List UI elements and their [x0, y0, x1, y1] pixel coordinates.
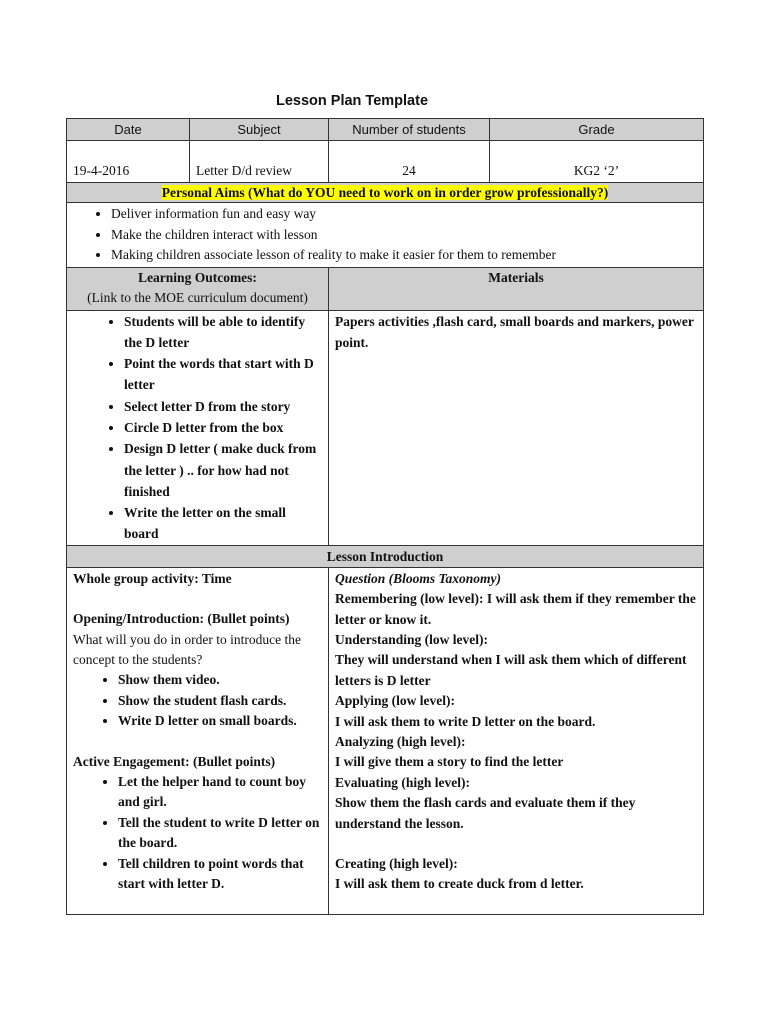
outcomes-subheading: (Link to the MOE curriculum document) — [87, 289, 308, 305]
introduction-left-cell — [67, 567, 329, 914]
list-item: • Tell children to point words that start with letter D. — [118, 854, 322, 895]
date-value: 19-4-2016 — [67, 141, 190, 183]
evaluating-text: Show them the flash cards and evaluate them if they understand the lesson. — [335, 795, 636, 831]
materials-text: Papers activities ,flash card, small boards and markers, power point. — [329, 310, 704, 545]
header-row — [67, 119, 704, 141]
personal-aims-heading-row — [67, 183, 704, 203]
list-item: • Select letter D from the story — [124, 396, 322, 417]
list-item: • Let the helper hand to count boy and girl. — [118, 772, 322, 813]
students-value: 24 — [329, 141, 490, 183]
list-item: • Point the words that start with D letter — [124, 353, 322, 396]
list-item: • Making children associate lesson of reality to make it easier for them to remember — [111, 245, 697, 266]
applying-label: Applying (low level): — [335, 693, 455, 709]
list-item: • Write the letter on the small board — [124, 502, 322, 545]
active-engagement-heading: Active Engagement: (Bullet points) — [73, 753, 276, 769]
introduction-right-cell — [329, 567, 704, 914]
introduction-heading-row — [67, 545, 704, 567]
lesson-plan-table — [66, 118, 703, 915]
list-item: • Make the children interact with lesson — [111, 225, 697, 246]
list-item: • Show the student flash cards. — [118, 691, 322, 711]
outcomes-row — [67, 310, 704, 545]
date-header: Date — [67, 119, 190, 141]
grade-header: Grade — [490, 119, 704, 141]
subject-value: Letter D/d review — [190, 141, 329, 183]
outcomes-list — [73, 311, 322, 545]
info-row — [67, 141, 704, 183]
analyzing-text: I will give them a story to find the letter — [335, 754, 564, 770]
students-header: Number of students — [329, 119, 490, 141]
introduction-row — [67, 567, 704, 914]
active-engagement-list — [73, 772, 322, 894]
grade-value: KG2 ‘2’ — [490, 141, 704, 183]
outcomes-heading-cell — [67, 267, 329, 310]
opening-text: What will you do in order to introduce the concept to the students? — [73, 631, 301, 667]
materials-heading: Materials — [329, 267, 704, 310]
list-item: • Show them video. — [118, 670, 322, 690]
opening-heading: Opening/Introduction: (Bullet points) — [73, 611, 290, 627]
list-item: • Write D letter on small boards. — [118, 711, 322, 731]
evaluating-label: Evaluating (high level): — [335, 774, 471, 790]
list-item: • Tell the student to write D letter on the board. — [118, 813, 322, 854]
whole-group-activity: Whole group activity: Time — [73, 570, 232, 586]
personal-aims-cell — [67, 203, 704, 268]
analyzing-label: Analyzing (high level): — [335, 734, 466, 750]
remembering-block — [335, 589, 697, 630]
applying-text: I will ask them to write D letter on the board. — [335, 713, 596, 729]
list-item: • Circle D letter from the box — [124, 417, 322, 438]
opening-list — [73, 670, 322, 731]
outcomes-cell — [67, 310, 329, 545]
personal-aims-row — [67, 203, 704, 268]
understanding-label: Understanding (low level): — [335, 631, 488, 647]
list-item: • Students will be able to identify the D letter — [124, 311, 322, 354]
personal-aims-list — [73, 204, 697, 266]
personal-aims-heading: Personal Aims (What do YOU need to work on in order grow professionally?) — [161, 185, 609, 200]
introduction-heading: Lesson Introduction — [67, 545, 704, 567]
creating-label: Creating (high level): — [335, 856, 458, 872]
outcomes-heading: Learning Outcomes: — [138, 269, 257, 285]
creating-text: I will ask them to create duck from d letter. — [335, 876, 584, 892]
page-title: Lesson Plan Template — [275, 93, 429, 109]
personal-aims-heading-cell — [67, 183, 704, 203]
remembering-text: I will ask them if they remember the letter or know it. — [335, 591, 696, 627]
outcomes-heading-row — [67, 267, 704, 310]
remembering-label: Remembering (low level): — [335, 591, 484, 607]
question-heading: Question (Blooms Taxonomy) — [335, 570, 502, 586]
list-item: • Deliver information fun and easy way — [111, 204, 697, 225]
subject-header: Subject — [190, 119, 329, 141]
understanding-text: They will understand when I will ask them which of different letters is D letter — [335, 652, 687, 688]
list-item: • Design D letter ( make duck from the letter ) .. for how had not finished — [124, 438, 322, 502]
